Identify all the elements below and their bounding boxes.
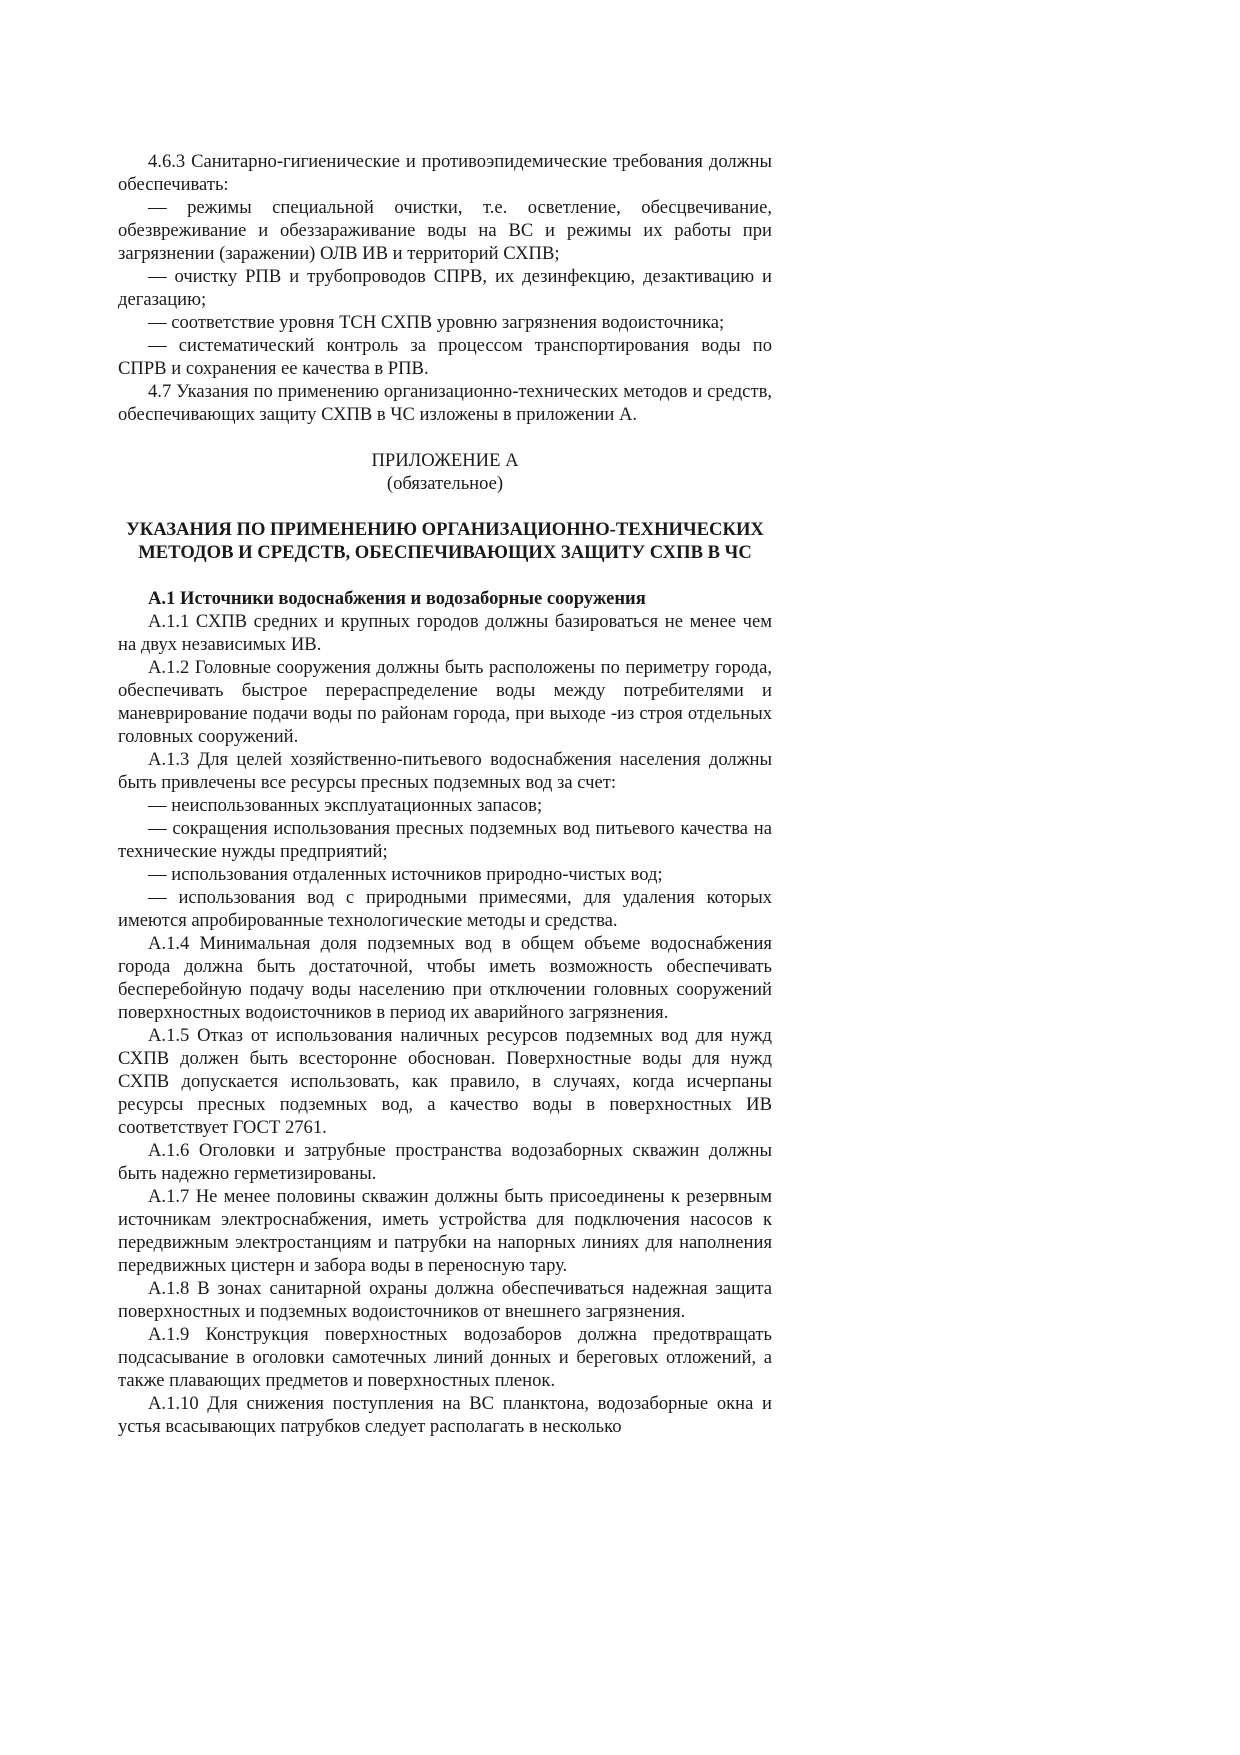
list-item: — очистку РПВ и трубопроводов СПРВ, их дезинфекцию, дезактивацию и дегазацию; [118,266,772,310]
annex-heading: УКАЗАНИЯ ПО ПРИМЕНЕНИЮ ОРГАНИЗАЦИОННО-ТЕХНИЧЕСКИХ МЕТОДОВ И СРЕДСТВ, ОБЕСПЕЧИВАЮЩИХ ЗАЩИТУ СХПВ В ЧС [126,519,764,563]
paragraph-a-1-3: А.1.3 Для целей хозяйственно-питьевого водоснабжения населения должны быть привлечены все ресурсы пресных подземных вод за счет: [118,749,772,793]
paragraph-a-1-7: А.1.7 Не менее половины скважин должны быть присоединены к резервным источникам электроснабжения, иметь устройства для подключения насосов к передвижным электростанциям и патрубки на напорных линиях для наполнения передвижных цистерн и забора воды в переносную тару. [118,1186,772,1276]
section-a1-heading: А.1 Источники водоснабжения и водозаборные сооружения [148,588,646,609]
paragraph-a-1-4: А.1.4 Минимальная доля подземных вод в общем объеме водоснабжения города должна быть достаточной, чтобы иметь возможность обеспечивать бесперебойную подачу воды населению при отключении головных сооружений поверхностных водоисточников в период их аварийного загрязнения. [118,933,772,1023]
paragraph-a-1-1: А.1.1 СХПВ средних и крупных городов должны базироваться не менее чем на двух независимых ИВ. [118,611,772,655]
paragraph-a-1-2: А.1.2 Головные сооружения должны быть расположены по периметру города, обеспечивать быстрое перераспределение воды между потребителями и маневрирование подачи воды по районам города, при выходе -из строя отдельных головных сооружений. [118,657,772,747]
list-item: — использования отдаленных источников природно-чистых вод; [148,864,663,885]
annex-status: (обязательное) [386,473,504,494]
list-item: — сокращения использования пресных подземных вод питьевого качества на технические нужды предприятий; [118,818,772,862]
paragraph-a-1-10: А.1.10 Для снижения поступления на ВС планктона, водозаборные окна и устья всасывающих патрубков следует располагать в несколько [118,1393,772,1437]
list-item: — соответствие уровня ТСН СХПВ уровню загрязнения водоисточника; [148,312,725,333]
list-item: — систематический контроль за процессом транспортирования воды по СПРВ и сохранения ее качества в РПВ. [118,335,772,379]
paragraph-a-1-8: А.1.8 В зонах санитарной охраны должна обеспечиваться надежная защита поверхностных и подземных водоисточников от внешнего загрязнения. [118,1278,772,1322]
list-item: — неиспользованных эксплуатационных запасов; [148,795,543,816]
annex-title: ПРИЛОЖЕНИЕ А [371,450,519,471]
paragraph-a-1-9: А.1.9 Конструкция поверхностных водозаборов должна предотвращать подсасывание в оголовки самотечных линий донных и береговых отложений, а также плавающих предметов и поверхностных пленок. [118,1324,772,1391]
paragraph-4-6-3: 4.6.3 Санитарно-гигиенические и противоэпидемические требования должны обеспечивать: [118,151,772,195]
paragraph-a-1-5: А.1.5 Отказ от использования наличных ресурсов подземных вод для нужд СХПВ должен быть всесторонне обоснован. Поверхностные воды для нужд СХПВ допускается использовать, как правило, в случаях, когда исчерпаны ресурсы пресных подземных вод, а качество воды в поверхностных ИВ соответствует ГОСТ 2761. [118,1025,772,1138]
paragraph-4-7: 4.7 Указания по применению организационно-технических методов и средств, обеспечивающих защиту СХПВ в ЧС изложены в приложении А. [118,381,772,425]
list-item: — использования вод с природными примесями, для удаления которых имеются апробированные технологические методы и средства. [118,887,772,931]
list-item: — режимы специальной очистки, т.е. осветление, обесцвечивание, обезвреживание и обеззараживание воды на ВС и режимы их работы при загрязнении (заражении) ОЛВ ИВ и территорий СХПВ; [118,197,772,264]
document-body [118,150,772,1438]
paragraph-a-1-6: А.1.6 Оголовки и затрубные пространства водозаборных скважин должны быть надежно герметизированы. [118,1140,772,1184]
